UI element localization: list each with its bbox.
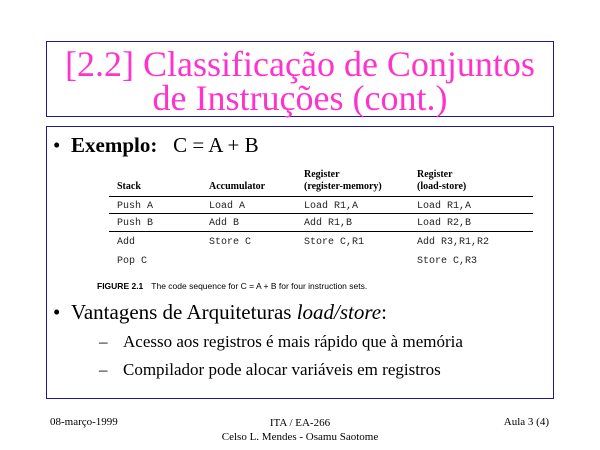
header-register-ls-line2: (load-store) [417, 181, 467, 192]
table-cell: Store C,R1 [304, 237, 365, 248]
bullet-dot: • [53, 133, 61, 157]
figure-caption [97, 281, 367, 291]
dash-marker: – [99, 332, 108, 351]
subitem-text: Acesso aos registros é mais rápido que à memória [123, 332, 463, 351]
table-cell: Add B [209, 218, 240, 229]
table-cell: Push B [117, 218, 154, 229]
header-stack: Stack [117, 181, 141, 192]
table-cell: Load R2,B [417, 218, 472, 229]
table-rule [109, 196, 533, 197]
table-cell: Store C [209, 237, 252, 248]
header-accumulator: Accumulator [209, 181, 266, 192]
footer-course: ITA / EA-266 [269, 417, 331, 429]
header-register-mem-line1: Register [304, 169, 340, 180]
table-cell: Add R3,R1,R2 [417, 237, 490, 248]
subitem-text: Compilador pode alocar variáveis em registros [123, 360, 441, 379]
bullet-advantages [53, 300, 387, 325]
slide-title-line-1: [2.2] Classificação de Conjuntos [65, 44, 535, 84]
bullet-example [53, 133, 259, 158]
table-rule [109, 231, 533, 232]
table-rule [109, 213, 533, 214]
table-cell: Push A [117, 201, 154, 212]
header-register-ls-line1: Register [417, 169, 453, 180]
footer-authors: Celso L. Mendes - Osamu Saotome [221, 431, 379, 443]
subitem-registers-faster [99, 332, 463, 352]
table-cell: Add R1,B [304, 218, 353, 229]
bullet-dot: • [53, 300, 61, 324]
table-cell: Store C,R3 [417, 256, 478, 267]
table-cell: Pop C [117, 256, 148, 267]
advantages-text: Vantagens de Arquiteturas [71, 300, 297, 324]
example-label: Exemplo: [71, 133, 158, 157]
figure-caption-number: FIGURE 2.1 [97, 281, 144, 291]
table-cell: Load R1,A [417, 201, 472, 212]
table-cell: Add [117, 237, 136, 248]
title-box [46, 41, 554, 117]
figure-caption-text: The code sequence for C = A + B for four instruction sets. [151, 281, 368, 291]
slide-title-line-2: de Instruções (cont.) [152, 78, 448, 118]
header-register-mem-line2: (register-memory) [304, 181, 382, 192]
footer-lecture: Aula 3 (4) [503, 416, 549, 428]
content-box [46, 126, 554, 399]
table-cell: Load R1,A [304, 201, 359, 212]
dash-marker: – [99, 360, 108, 379]
example-expression: C = A + B [173, 133, 259, 157]
advantages-colon: : [381, 300, 387, 324]
subitem-compiler-allocates [99, 360, 441, 380]
code-sequence-figure [97, 161, 533, 295]
footer-date: 08-março-1999 [50, 416, 118, 428]
footer-center [200, 416, 400, 444]
table-cell: Load A [209, 201, 246, 212]
advantages-italic: load/store [296, 300, 382, 324]
